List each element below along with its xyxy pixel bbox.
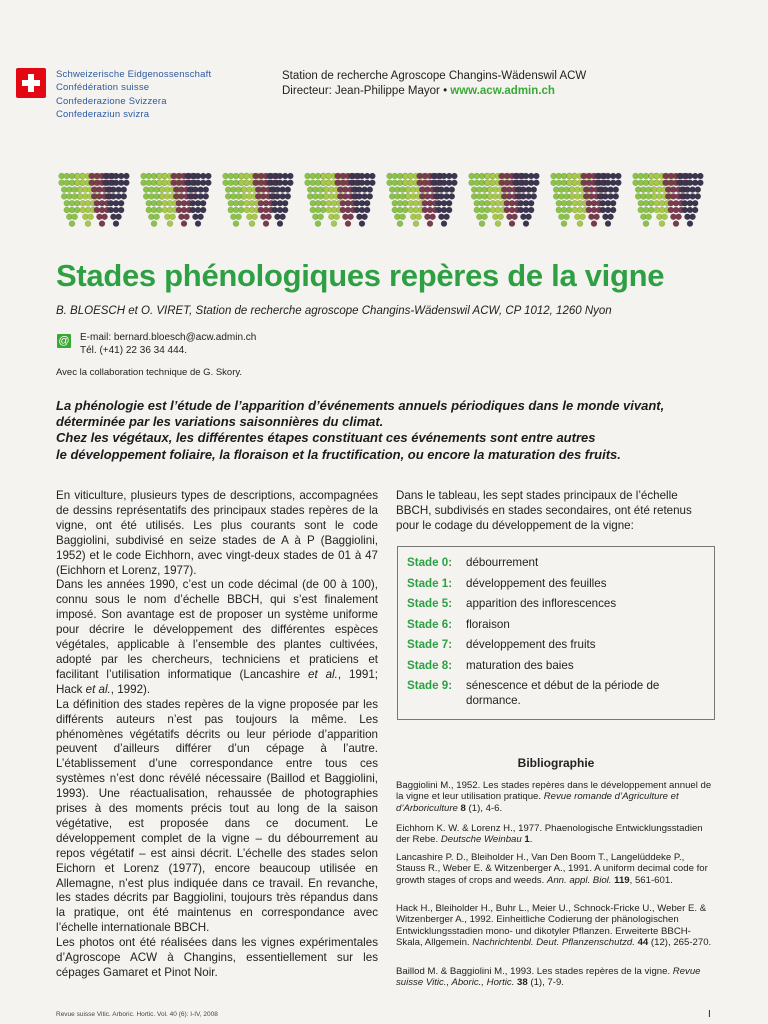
station-name: Station de recherche Agroscope Changins-Wädenswil ACW — [282, 70, 587, 82]
intro-abstract — [56, 398, 716, 463]
ref-journal: Revue suisse Vitic., Aboric., Hortic. — [396, 966, 701, 989]
paragraph-text: , 1992). — [110, 682, 151, 696]
confederation-names — [56, 68, 211, 121]
intro-line: Chez les végétaux, les différentes étapes constituant ces événements sont entre autres — [56, 430, 596, 446]
intro-line: déterminée par les variations saisonnières du climat. — [56, 414, 384, 430]
authors-text: B. BLOESCH et O. VIRET, Station de recherche agroscope Changins-Wädenswil ACW, CP 1012, 1260 Nyon — [56, 305, 612, 317]
intro-line: La phénologie est l’étude de l’apparition d’événements annuels périodiques dans le monde vivant, — [56, 398, 665, 413]
bibliography-title: Bibliographie — [517, 756, 595, 770]
ref-journal: Nachrichtenbl. Deut. Pflanzenschutzd. — [472, 937, 635, 949]
ref-journal: Revue romande d’Agriculture et d’Arboriculture — [396, 791, 679, 814]
reference-item — [396, 966, 716, 989]
stage-desc: débourrement — [466, 556, 539, 569]
stage-label: Stade 5: — [407, 597, 453, 610]
grape-banner — [52, 168, 720, 232]
director-line — [282, 84, 586, 99]
ref-authors: Eichhorn K. W. & Lorenz H., 1977. Phaenologische Entwicklungsstadien der Rebe. — [396, 823, 703, 846]
swiss-flag-icon — [16, 68, 46, 98]
reference-item — [396, 780, 716, 814]
ref-volume: 38 — [514, 977, 528, 989]
ref-authors: Hack H., Bleiholder H., Buhr L., Meier U., Schnock-Fricke U., Weber E. & Witzenberger A., 1992. Einheitliche Codierung der phänologischen Entwicklungsstadien mono- und dikotyler Pflanzen. Erweiterte BBCH-Skala, Allgemein. — [396, 903, 707, 949]
authors-line — [56, 305, 612, 317]
stage-desc: développement des feuilles — [466, 576, 607, 590]
journal-footer: Revue suisse Vitic. Arboric. Hortic. Vol. 40 (6): I-IV, 2008 — [56, 1011, 218, 1018]
ref-pages: (12), 265-270. — [648, 937, 712, 949]
confed-line: Confederazione Svizzera — [56, 95, 167, 107]
ref-pages: . — [529, 834, 533, 846]
confed-line: Confederaziun svizra — [56, 108, 150, 120]
ref-pages: , 561-601. — [629, 874, 673, 886]
stage-label: Stade 9: — [407, 679, 453, 692]
intro-line: le développement foliaire, la floraison et la fructification, ou encore la maturation des fruits. — [56, 446, 621, 462]
director-text: Directeur: Jean-Philippe Mayor • — [282, 85, 451, 97]
paragraph-text: , 1991; Hack — [56, 667, 378, 696]
paragraph: Les photos ont été réalisées dans les vignes expérimentales d’Agroscope ACW à Changins, essentiellement sur les cépages Gamaret et Pinot Noir. — [56, 936, 378, 979]
ref-authors: Baillod M. & Baggiolini M., 1993. Les stades repères de la vigne. — [396, 966, 673, 977]
body-column-left — [56, 489, 378, 981]
stages-table — [397, 546, 715, 720]
stage-label: Stade 0: — [407, 556, 453, 569]
reference-item — [396, 903, 716, 949]
stage-desc: développement des fruits — [466, 638, 596, 651]
stage-label: Stade 8: — [407, 658, 453, 672]
ref-volume: 1 — [521, 834, 530, 846]
stage-label: Stade 7: — [407, 638, 453, 651]
confed-line: Schweizerische Eidgenossenschaft — [56, 69, 212, 80]
confed-line: Confédération suisse — [56, 82, 150, 94]
stage-label: Stade 1: — [407, 576, 453, 590]
ref-volume: 44 — [634, 937, 649, 949]
et-al: et al. — [85, 682, 111, 696]
collaboration-note: Avec la collaboration technique de G. Skory. — [56, 367, 243, 378]
et-al: et al. — [308, 667, 338, 681]
reference-item — [396, 823, 716, 846]
reference-item — [396, 852, 716, 886]
ref-journal: Ann. appl. Biol. — [546, 874, 612, 886]
stage-desc: apparition des inflorescences — [466, 597, 617, 610]
paragraph-text: Dans les années 1990, c’est un code décimal (de 00 à 100), connu sous le nom d’échelle BBCH, qui s’est finalement imposé. Son avantage est de proposer un système uniforme pour décrire le développement des différentes espèces végétales, applicable à l’ensemble des plantes cultivées, adopté par les chercheurs, techniciens et praticiens et facilitant l’utilisation informatique (Lancashire — [56, 578, 378, 681]
ref-volume: 8 — [457, 802, 466, 814]
email[interactable]: E-mail: bernard.bloesch@acw.admin.ch — [80, 332, 257, 343]
stage-desc: sénescence et début de la période de dormance. — [466, 679, 660, 707]
ref-pages: (1), 7-9. — [527, 977, 564, 989]
page-title: Stades phénologiques repères de la vigne — [56, 258, 665, 293]
paragraph: La définition des stades repères de la vigne proposée par les différents auteurs n’est pas toujours la même. Les phénomènes végétatifs décrits ou leur période d’apparition peuvent d’ailleurs différer d’un cépage à l’autre. L’établissement d’une correspondance entre tous ces systèmes n’est donc révélé nécessaire (Baillod et Baggiolini, 1993). Une réactualisation, rehaussée de photographies prises à des moments précis tout au long de la saison végétative, est proposée dans ce document. Le développement complet de la vigne – du débourrement au repos végétatif – est ainsi décrit. L’échelle des stades selon Eichorn et Lorenz (1977), encore beaucoup utilisée en Allemagne, n’est plus indiquée dans ce travail. En revanche, les stades décrits par Baggiolini, toujours très répandus dans la pratique, ont été maintenus en correspondance avec l’échelle internationale BBCH. — [56, 697, 378, 935]
stage-desc: maturation des baies — [466, 658, 574, 672]
ref-volume: 119 — [611, 874, 630, 886]
website-link[interactable]: www.acw.admin.ch — [450, 85, 555, 97]
stage-label: Stade 6: — [407, 617, 453, 631]
ref-authors: Lancashire P. D., Bleiholder H., Van Den Boom T., Langelüddeke P., Stauss R., Weber E. & Witzenberger A., 1991. A uniform decimal code for growth stages of crops and weeds. — [396, 852, 708, 886]
station-header — [282, 69, 586, 99]
ref-authors: Baggiolini M., 1952. Les stades repères dans le développement annuel de la vigne et leur utilisation pratique. — [396, 780, 712, 803]
at-icon: @ — [58, 335, 70, 347]
paragraph — [56, 578, 378, 697]
stage-desc: floraison — [466, 617, 510, 631]
page-number: I — [708, 1009, 711, 1020]
ref-pages: (1), 4-6. — [465, 802, 503, 814]
ref-journal: Deutsche Weinbau — [440, 834, 522, 846]
phone: Tél. (+41) 22 36 34 444. — [80, 344, 188, 356]
stages-intro: Dans le tableau, les sept stades principaux de l’échelle BBCH, subdivisés en stades secondaires, ont été retenus pour le codage du développement de la vigne: — [396, 489, 692, 532]
paragraph: En viticulture, plusieurs types de descriptions, accompagnées de dessins représentatifs des principaux stades repères de la vigne, ont été utilisés. Les plus courants sont le code Baggiolini, subdivisé en seize stades de A à P (Baggiolini, 1952) et le code Eichhorn, avec vingt-deux stades de 01 à 47 (Eichhorn et Lorenz, 1977). — [56, 489, 378, 577]
contact-info — [80, 332, 256, 357]
